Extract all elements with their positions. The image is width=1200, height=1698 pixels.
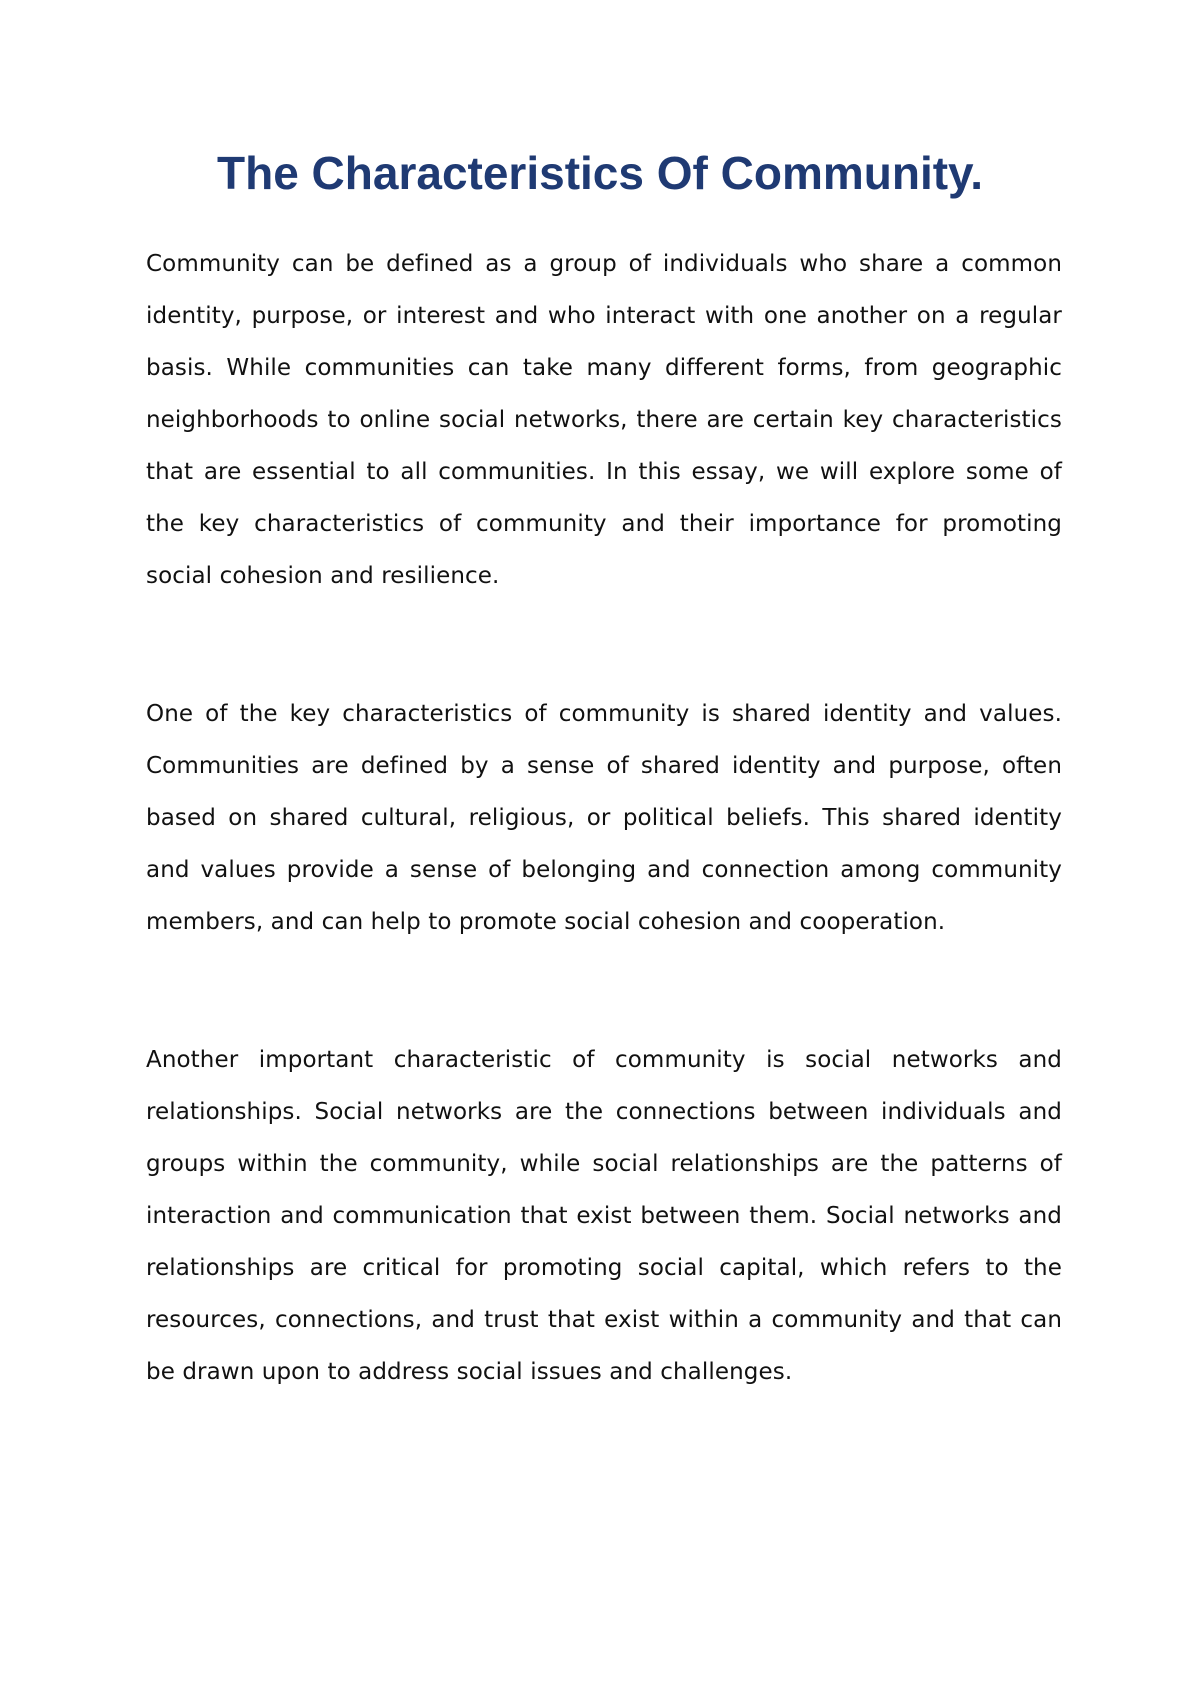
paragraph-3: Another important characteristic of community is social networks and relationships. Social networks are the connections between individuals and groups within the community, while social relationships are the patterns of interaction and communication that exist between them. Social networks and relationships are critical for promoting social capital, which refers to the resources, connections, and trust that exist within a community and that can be drawn upon to address social issues and challenges. [146, 1047, 1062, 1385]
document-title: The Characteristics Of Community. [217, 147, 983, 199]
paragraph-2: One of the key characteristics of community is shared identity and values. Communities are defined by a sense of shared identity and purpose, often based on shared cultural, religious, or political beliefs. This shared identity and values provide a sense of belonging and connection among community members, and can help to promote social cohesion and cooperation. [146, 701, 1062, 935]
paragraph-1: Community can be defined as a group of individuals who share a common identity, purpose, or interest and who interact with one another on a regular basis. While communities can take many different forms, from geographic neighborhoods to online social networks, there are certain key characteristics that are essential to all communities. In this essay, we will explore some of the key characteristics of community and their importance for promoting social cohesion and resilience. [146, 251, 1062, 589]
